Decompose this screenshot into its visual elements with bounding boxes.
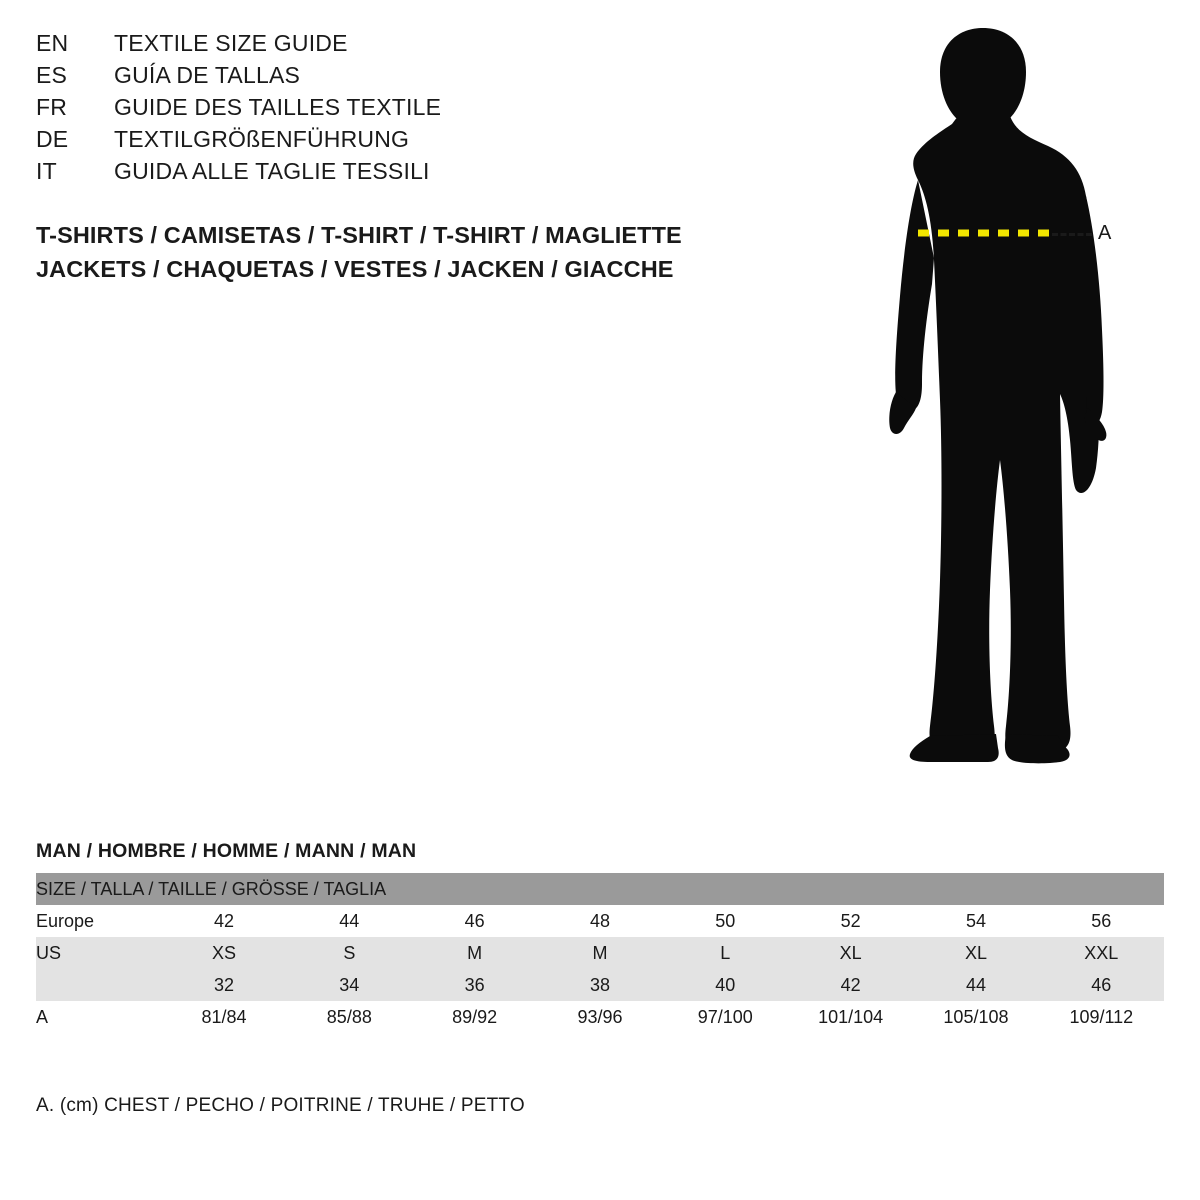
language-text: GUIDE DES TAILLES TEXTILE — [114, 94, 442, 120]
table-cell: 40 — [663, 969, 788, 1001]
table-cell: L — [663, 937, 788, 969]
table-cell: XS — [161, 937, 286, 969]
table-cell: 44 — [913, 969, 1038, 1001]
table-cell: 89/92 — [412, 1001, 537, 1033]
table-cell: 85/88 — [287, 1001, 412, 1033]
category-tshirts: T-SHIRTS / CAMISETAS / T-SHIRT / T-SHIRT / MAGLIETTE — [36, 222, 682, 248]
table-cell: 46 — [412, 905, 537, 937]
language-text: GUIDA ALLE TAGLIE TESSILI — [114, 158, 430, 184]
language-row — [36, 126, 756, 158]
table-cell: 48 — [537, 905, 662, 937]
table-cell: 34 — [287, 969, 412, 1001]
language-row — [36, 94, 756, 126]
size-table-section — [36, 840, 1164, 1033]
table-row — [36, 1001, 1164, 1033]
table-cell: 32 — [161, 969, 286, 1001]
table-cell: 46 — [1039, 969, 1164, 1001]
table-cell: M — [412, 937, 537, 969]
table-cell: 93/96 — [537, 1001, 662, 1033]
silhouette-svg — [820, 20, 1180, 780]
category-jackets: JACKETS / CHAQUETAS / VESTES / JACKEN / GIACCHE — [36, 256, 674, 282]
language-code: FR — [36, 94, 68, 120]
language-row — [36, 30, 756, 62]
table-header-row — [36, 873, 1164, 905]
language-code: ES — [36, 62, 68, 88]
language-text: GUÍA DE TALLAS — [114, 62, 301, 88]
table-cell: 36 — [412, 969, 537, 1001]
table-cell: 81/84 — [161, 1001, 286, 1033]
table-cell: XXL — [1039, 937, 1164, 969]
male-silhouette-figure — [820, 20, 1180, 780]
garment-category-block — [36, 218, 796, 286]
language-text: TEXTILE SIZE GUIDE — [114, 30, 348, 56]
language-code: DE — [36, 126, 69, 152]
table-footnote: A. (cm) CHEST / PECHO / POITRINE / TRUHE / PETTO — [36, 1095, 525, 1116]
table-row — [36, 905, 1164, 937]
table-cell: 52 — [788, 905, 913, 937]
table-section-title: MAN / HOMBRE / HOMME / MANN / MAN — [36, 840, 417, 862]
size-table — [36, 873, 1164, 1033]
row-label: Europe — [36, 905, 161, 937]
table-cell: XL — [788, 937, 913, 969]
row-label: A — [36, 1001, 161, 1033]
table-cell: S — [287, 937, 412, 969]
table-cell: 101/104 — [788, 1001, 913, 1033]
measure-leader-line — [1052, 233, 1092, 236]
language-row — [36, 62, 756, 94]
row-label — [36, 969, 161, 1001]
language-row — [36, 158, 756, 190]
language-header-block — [36, 30, 756, 190]
table-cell: 54 — [913, 905, 1038, 937]
measure-label-a: A — [1098, 222, 1112, 244]
table-row — [36, 937, 1164, 969]
table-cell: 42 — [161, 905, 286, 937]
table-cell: 44 — [287, 905, 412, 937]
table-cell: 56 — [1039, 905, 1164, 937]
table-cell: M — [537, 937, 662, 969]
table-cell: 105/108 — [913, 1001, 1038, 1033]
table-header-label: SIZE / TALLA / TAILLE / GRÖSSE / TAGLIA — [36, 873, 1164, 905]
table-cell: 38 — [537, 969, 662, 1001]
table-cell: 97/100 — [663, 1001, 788, 1033]
language-text: TEXTILGRÖßENFÜHRUNG — [114, 126, 410, 152]
table-cell: XL — [913, 937, 1038, 969]
table-row — [36, 969, 1164, 1001]
table-cell: 50 — [663, 905, 788, 937]
table-cell: 109/112 — [1039, 1001, 1164, 1033]
table-cell: 42 — [788, 969, 913, 1001]
row-label: US — [36, 937, 161, 969]
language-code: EN — [36, 30, 69, 56]
language-code: IT — [36, 158, 57, 184]
